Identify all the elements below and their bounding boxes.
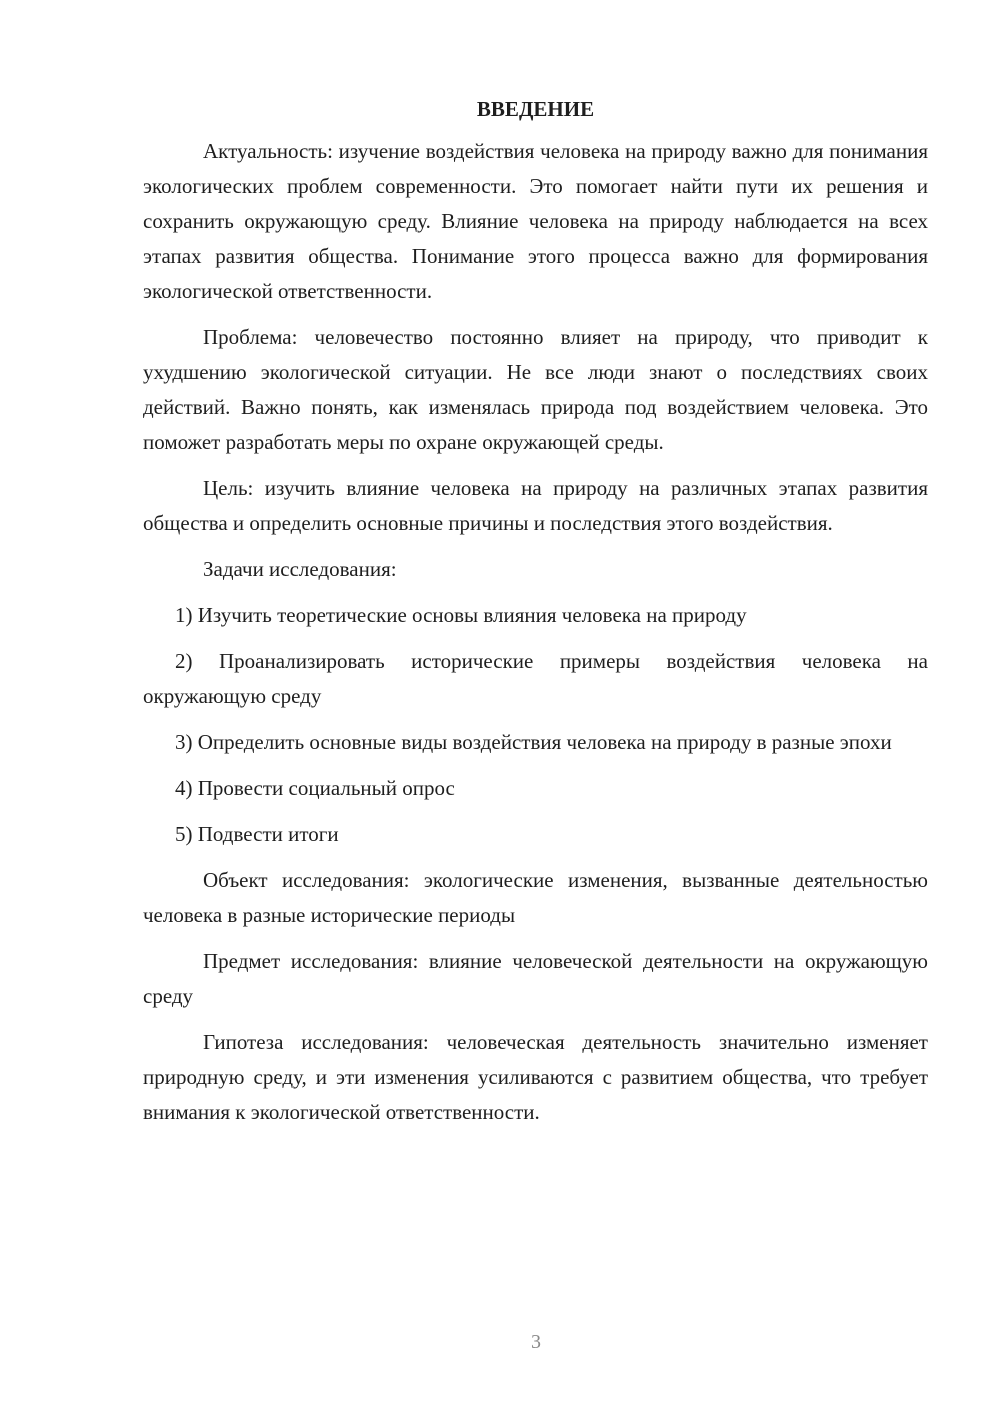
tasks-label: Задачи исследования: — [203, 557, 397, 581]
task-item-3: 3) Определить основные виды воздействия человека на природу в разные эпохи — [175, 730, 892, 754]
page-title: ВВЕДЕНИЕ — [476, 97, 595, 121]
subject-paragraph: Предмет исследования: влияние человеческой деятельности на окружающую среду — [143, 949, 928, 1008]
task-item-4: 4) Провести социальный опрос — [175, 776, 455, 800]
goal-paragraph: Цель: изучить влияние человека на природу на различных этапах развития общества и определить основные причины и последствия этого воздействия. — [143, 476, 928, 535]
relevance-paragraph: Актуальность: изучение воздействия человека на природу важно для понимания экологических проблем современности. Это помогает найти пути их решения и сохранить окружающую среду. Влияние человека на природу наблюдается на всех этапах развития общества. Понимание этого процесса важно для формирования экологической ответственности. — [143, 139, 928, 303]
task-item-5: 5) Подвести итоги — [175, 822, 339, 846]
hypothesis-paragraph: Гипотеза исследования: человеческая деятельность значительно изменяет природную среду, и эти изменения усиливаются с развитием общества, что требует внимания к экологической ответственности. — [143, 1030, 928, 1124]
object-paragraph: Объект исследования: экологические изменения, вызванные деятельностью человека в разные исторические периоды — [143, 868, 928, 927]
document-body — [143, 92, 928, 1130]
problem-paragraph: Проблема: человечество постоянно влияет на природу, что приводит к ухудшению экологической ситуации. Не все люди знают о последствиях своих действий. Важно понять, как изменялась природа под воздействием человека. Это поможет разработать меры по охране окружающей среды. — [143, 325, 928, 454]
task-item-2: 2) Проанализировать исторические примеры воздействия человека на окружающую среду — [143, 649, 928, 708]
page-number: 3 — [531, 1331, 541, 1353]
task-item-1: 1) Изучить теоретические основы влияния человека на природу — [175, 603, 747, 627]
